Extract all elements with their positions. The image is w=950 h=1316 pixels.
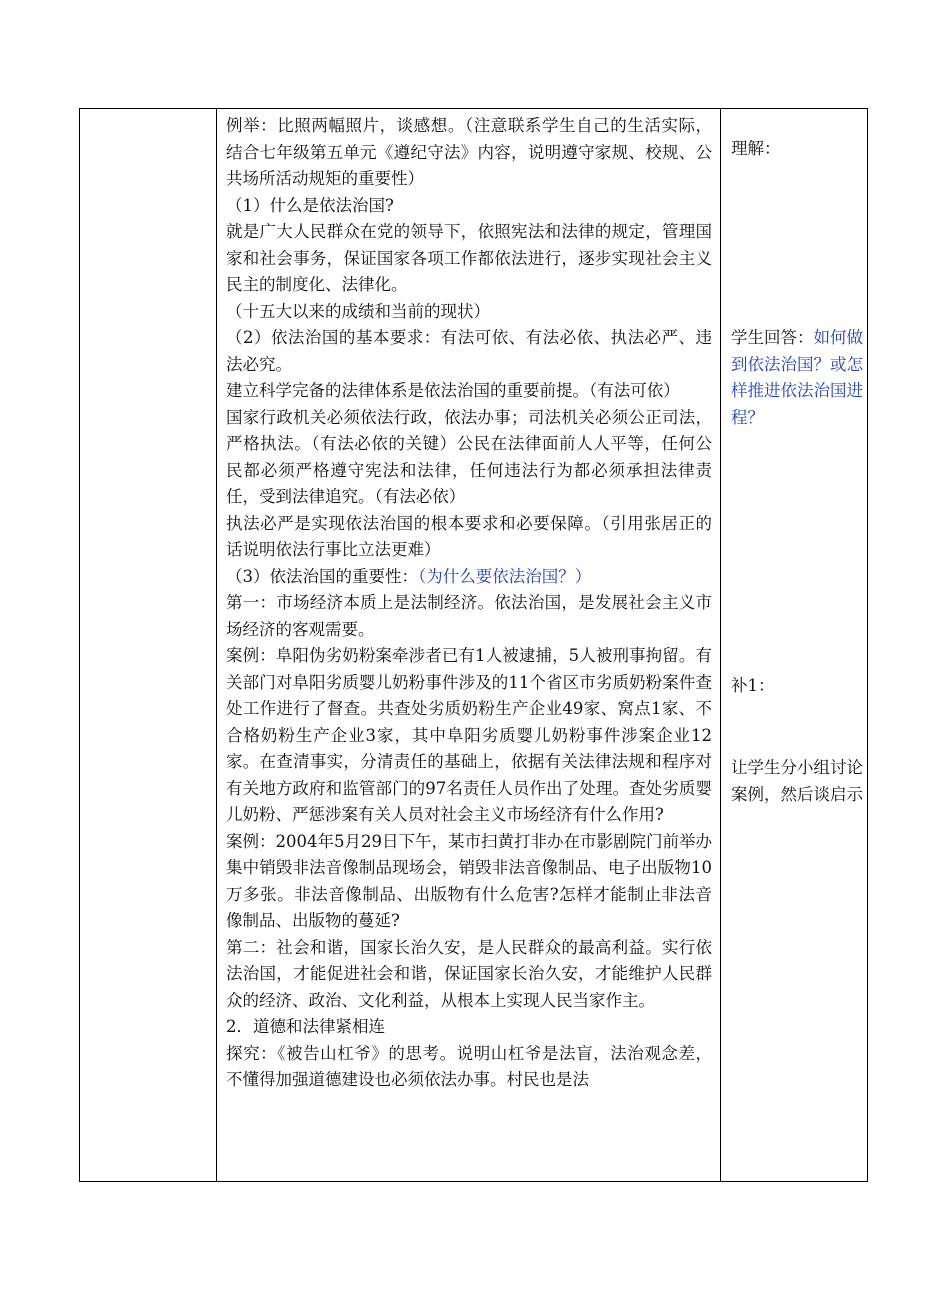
- paragraph-administration: 国家行政机关必须依法行政，依法办事；司法机关必须公正司法，严格执法。（有法必依的关键）公民在法律面前人人平等，任何公民都必须严格遵守宪法和法律，任何违法行为都必须承担法律责任，受到法律追究。（有法必依）: [226, 407, 712, 506]
- paragraph-q1: （1）什么是依法治国?: [226, 195, 394, 215]
- paragraph-example: 例举：比照两幅照片，谈感想。（注意联系学生自己的生活实际，结合七年级第五单元《遵纪守法》内容，说明遵守家规、校规、公共场所活动规矩的重要性）: [226, 116, 712, 188]
- note-answer-label: 学生回答：: [731, 328, 814, 347]
- paragraph-case-milk: 案例：阜阳伪劣奶粉案牵涉者已有1人被逮捕，5人被刑事拘留。有关部门对阜阳劣质婴儿奶粉事件涉及的11个省区市劣质奶粉案件查处工作进行了督查。共查处劣质奶粉生产企业49家、窝点1家、不合格奶粉生产企业3家，其中阜阳劣质婴儿奶粉事件涉案企业12家。在查清事实，分清责任的基础上，依据有关法律法规和程序对有关地方政府和监管部门的97名责任人员作出了处理。查处劣质婴儿奶粉、严惩涉案有关人员对社会主义市场经济有什么作用?: [226, 646, 712, 824]
- paragraph-section-2: 2．道德和法律紧相连: [226, 1017, 385, 1036]
- paragraph-market-economy: 第一：市场经济本质上是法制经济。依法治国，是发展社会主义市场经济的客观需要。: [226, 593, 712, 639]
- paragraph-q2: （2）依法治国的基本要求：有法可依、有法必依、执法必严、违法必究。: [226, 328, 712, 374]
- note-understand: 理解：: [731, 139, 781, 158]
- paragraph-enforcement: 执法必严是实现依法治国的根本要求和必要保障。（引用张居正的话说明依法行事比立法更难）: [226, 513, 712, 559]
- paragraph-legal-system: 建立科学完备的法律体系是依法治国的重要前提。（有法可依）: [226, 381, 680, 400]
- note-supplement: 补1：: [731, 676, 775, 695]
- paragraph-case-piracy: 案例：2004年5月29日下午，某市扫黄打非办在市影剧院门前举办集中销毁非法音像制品现场会，销毁非法音像制品、电子出版物10万多张。非法音像制品、出版物有什么危害?怎样才能制止非法音像制品、出版物的蔓延?: [226, 831, 712, 930]
- lesson-table: [79, 108, 868, 1182]
- notes-column-cell: [721, 109, 868, 1182]
- paragraph-explore: 探究：《被告山杠爷》的思考。说明山杠爷是法盲，法治观念差，不懂得加强道德建设也必须依法办事。村民也是法: [226, 1043, 712, 1089]
- q3-question: （为什么要依法治国？）: [418, 566, 592, 586]
- paragraph-definition: 就是广大人民群众在党的领导下，依照宪法和法律的规定，管理国家和社会事务，保证国家各项工作都依法进行，逐步实现社会主义民主的制度化、法律化。: [226, 222, 712, 294]
- paragraph-harmony: 第二：社会和谐，国家长治久安，是人民群众的最高利益。实行依法治国，才能促进社会和谐，保证国家长治久安，才能维护人民群众的经济、政治、文化利益，从根本上实现人民当家作主。: [226, 937, 712, 1010]
- paragraph-q3: [226, 564, 712, 591]
- q3-label: （3）依法治国的重要性：: [226, 566, 418, 586]
- content-column-cell: [217, 109, 721, 1182]
- note-answer-question: 如何做到依法治国？或怎样推进依法治国进程？: [731, 328, 863, 427]
- left-column-cell: [80, 109, 217, 1182]
- paragraph-achievements: （十五大以来的成绩和当前的现状）: [226, 301, 490, 321]
- note-group-discussion: 让学生分小组讨论案例，然后谈启示: [731, 758, 863, 804]
- main-content: [217, 109, 720, 1094]
- note-student-answer: [731, 325, 863, 431]
